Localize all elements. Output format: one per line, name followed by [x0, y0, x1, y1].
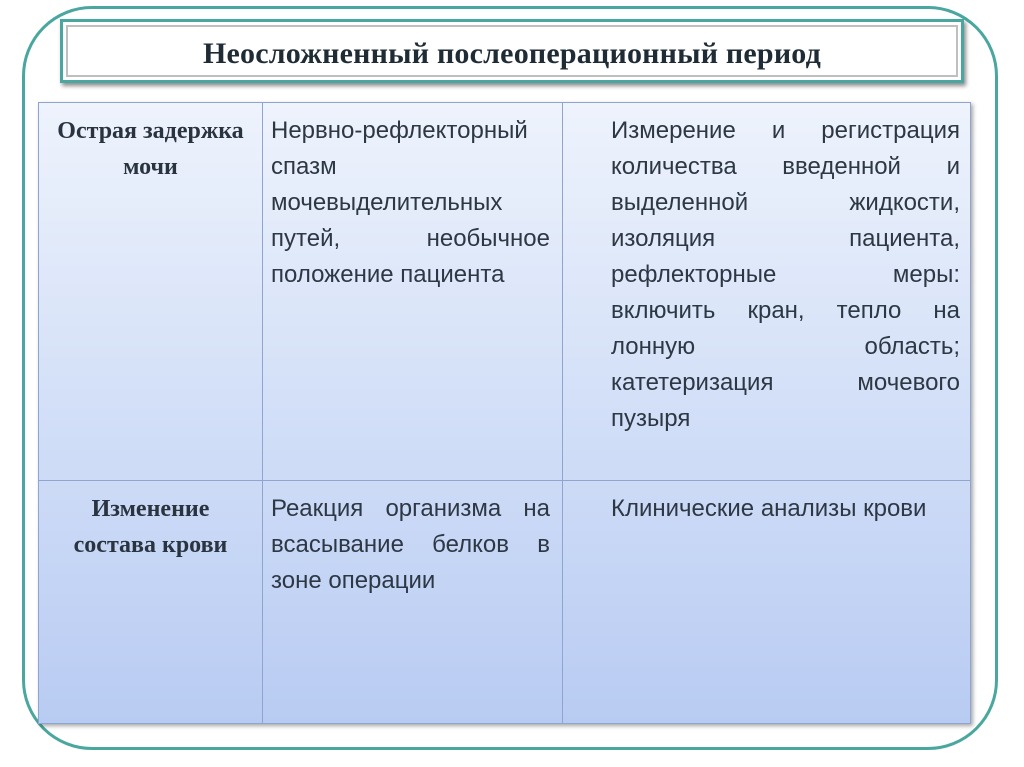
measures-text: Клинические анализы крови — [611, 495, 927, 522]
title-box — [60, 19, 964, 83]
complication-cell — [39, 103, 263, 481]
complication-label: Изменение состава крови — [73, 496, 228, 558]
measures-cell — [563, 103, 971, 481]
slide-title: Неосложненный послеоперационный период — [202, 37, 822, 70]
table-row — [39, 481, 971, 724]
cause-cell — [263, 103, 563, 481]
cause-text: Реакция организма на всасывание белков в зоне операции — [271, 495, 550, 594]
cause-cell — [263, 481, 563, 724]
cause-text: Нервно-рефлекторный спазм мочевыделительных путей, необычное положение пациента — [271, 117, 550, 288]
complication-cell — [39, 481, 263, 724]
table-row — [39, 103, 971, 481]
complications-table — [38, 102, 971, 724]
measures-cell — [563, 481, 971, 724]
measures-text: Измерение и регистрация количества введенной и выделенной жидкости, изоляция пациента, рефлекторные меры: включить кран, тепло на лонную область; катетеризация мочевого пузыря — [611, 117, 960, 432]
complication-label: Острая задержка мочи — [57, 118, 244, 180]
